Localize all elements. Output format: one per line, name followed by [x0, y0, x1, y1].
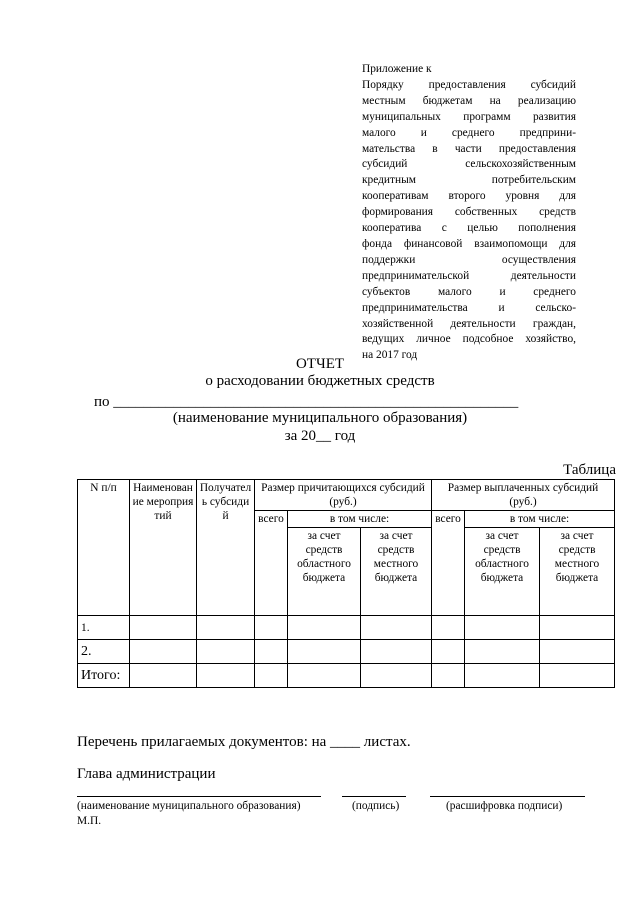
table-cell — [465, 640, 540, 664]
header-row-1 — [78, 480, 615, 511]
annex-line: предпринимательской деятельности — [362, 269, 576, 282]
report-title: ОТЧЕТ — [295, 356, 345, 372]
table-cell — [255, 664, 288, 688]
table-cell — [465, 616, 540, 640]
signature-line-decoding — [430, 796, 585, 797]
table-cell — [432, 664, 465, 688]
table-cell — [130, 664, 197, 688]
annex-intro: Приложение к — [362, 63, 432, 75]
col-header-num: N п/п — [78, 480, 130, 616]
municipality-caption: (наименование муниципального образования) — [172, 410, 468, 426]
table-row — [78, 640, 615, 664]
annex-line: субсидий сельскохозяйственным — [362, 158, 576, 171]
col-header-due: Размер причитающихся субсидий (руб.) — [255, 480, 432, 511]
annex-line: формирования собственных средств — [362, 206, 576, 219]
col-header-due-regional: за счет средств областного бюджета — [288, 528, 361, 616]
table-cell — [540, 616, 615, 640]
table-row-total — [78, 664, 615, 688]
table-cell — [465, 664, 540, 688]
annex-line: кооперативам второго уровня для — [362, 190, 576, 203]
annex-line: кооператива с целью пополнения — [362, 222, 576, 235]
annex-line: хозяйственной деятельности граждан, — [362, 317, 576, 330]
documents-line: Перечень прилагаемых документов: на ____ листах. — [77, 734, 411, 750]
table-cell — [361, 616, 432, 640]
col-header-paid-including: в том числе: — [465, 511, 615, 528]
stamp-placeholder: М.П. — [77, 815, 102, 827]
annex-line: местным бюджетам на реализацию — [362, 94, 576, 107]
label-signature: (подпись) — [352, 800, 400, 812]
annex-line: ведущих личное подсобное хозяйство, — [362, 333, 576, 346]
table-cell — [255, 616, 288, 640]
table-cell — [432, 640, 465, 664]
table-cell — [197, 664, 255, 688]
head-title: Глава администрации — [77, 766, 216, 782]
col-header-due-local: за счет средств местного бюджета — [361, 528, 432, 616]
signature-line-signature — [342, 796, 406, 797]
annex-block — [362, 62, 576, 364]
annex-line: кредитным потребительским — [362, 174, 576, 187]
table-cell — [361, 640, 432, 664]
annex-line: поддержки осуществления — [362, 253, 576, 266]
table-cell — [432, 616, 465, 640]
signature-line-municipality — [77, 796, 321, 797]
col-header-paid-total: всего — [432, 511, 465, 616]
col-header-paid-local: за счет средств местного бюджета — [540, 528, 615, 616]
table-cell — [361, 664, 432, 688]
annex-line: фонда финансовой взаимопомощи для — [362, 237, 576, 250]
col-header-due-including: в том числе: — [288, 511, 432, 528]
table-caption: Таблица — [563, 462, 616, 478]
table-cell — [288, 640, 361, 664]
label-decoding: (расшифровка подписи) — [446, 800, 563, 812]
col-header-recipient: Получатель субсидий — [197, 480, 255, 616]
report-year-line: за 20__ год — [284, 428, 356, 444]
table-cell — [130, 640, 197, 664]
report-subtitle: о расходовании бюджетных средств — [205, 373, 435, 389]
table-cell — [288, 664, 361, 688]
annex-line: субъектов малого и среднего — [362, 285, 576, 298]
annex-line: малого и среднего предприни- — [362, 126, 576, 139]
table-cell — [288, 616, 361, 640]
row-label: 1. — [78, 616, 130, 640]
table-row — [78, 616, 615, 640]
municipality-fill-line: по ______________________________________________________ — [94, 394, 519, 410]
annex-line: на 2017 год — [362, 349, 418, 362]
row-label-total: Итого: — [78, 664, 130, 688]
table-cell — [540, 640, 615, 664]
col-header-name: Наименование мероприятий — [130, 480, 197, 616]
table-cell — [197, 640, 255, 664]
label-municipality: (наименование муниципального образования) — [77, 800, 301, 812]
annex-line: предпринимательства и сельско- — [362, 301, 576, 314]
annex-line: муниципальных программ развития — [362, 110, 576, 123]
annex-line: Порядку предоставления субсидий — [362, 78, 576, 91]
col-header-paid-regional: за счет средств областного бюджета — [465, 528, 540, 616]
table-cell — [255, 640, 288, 664]
col-header-due-total: всего — [255, 511, 288, 616]
report-table — [77, 479, 615, 688]
annex-line: мательства в части предоставления — [362, 142, 576, 155]
table-cell — [130, 616, 197, 640]
table-cell — [197, 616, 255, 640]
row-label: 2. — [78, 640, 130, 664]
table-cell — [540, 664, 615, 688]
col-header-paid: Размер выплаченных субсидий (руб.) — [432, 480, 615, 511]
